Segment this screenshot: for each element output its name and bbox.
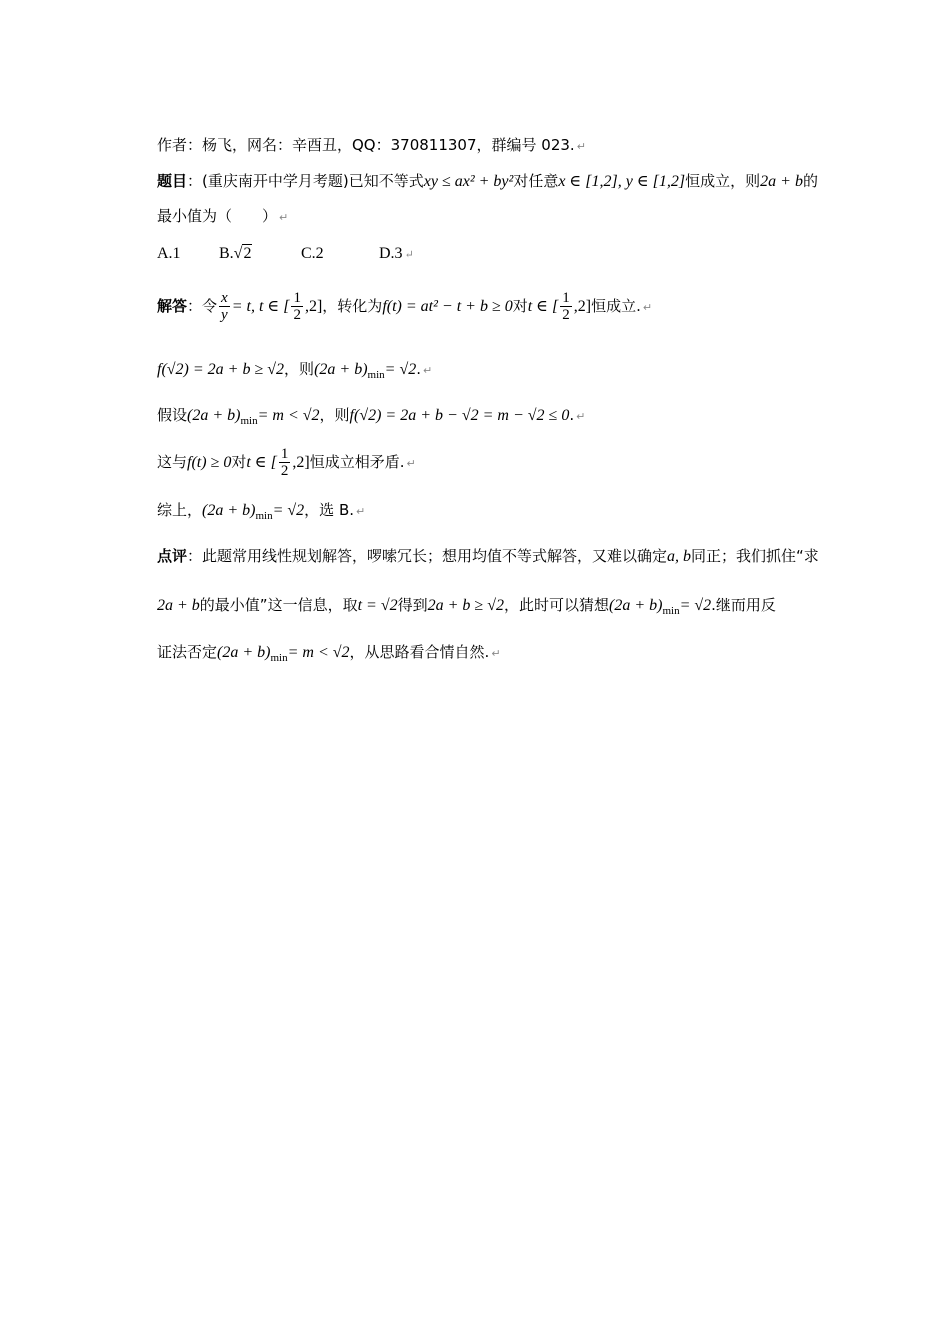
problem-line-2 [157,209,288,224]
option-b-prefix: B. [219,245,234,262]
fraction-denominator: 2 [293,307,301,323]
fraction-denominator: 2 [280,463,289,479]
math-expr: (2a + b) [609,597,663,614]
math-expr: (2a + b) [314,361,368,378]
problem-inequality: xy ≤ ax² + by² [423,173,514,190]
math-expr: a, b [667,548,692,565]
subscript: min [255,510,273,522]
solution-line-1 [157,290,652,323]
comment-text: ：此题常用线性规划解答，啰嗦冗长；想用均值不等式解答，又难以确定 [187,547,668,565]
option-d: D.3 [379,245,403,262]
math-expr: ,2] [292,454,310,471]
math-expr: = m < √2 [287,644,350,661]
return-mark-icon: ↵ [279,211,289,224]
return-mark-icon: ↵ [642,301,653,314]
comment-line-2 [157,598,776,617]
author-line [157,138,586,153]
problem-text: 恒成立，则 [685,172,761,190]
comment-line-1 [157,549,819,565]
subscript: min [240,415,258,427]
return-mark-icon: ↵ [406,457,416,470]
fraction-half [291,290,303,323]
option-b [219,246,301,262]
problem-target: 2a + b [760,173,803,190]
option-b-radicand: 2 [243,245,252,262]
return-mark-icon: ↵ [576,140,586,153]
math-expr: f(√2) = 2a + b − √2 = m − √2 ≤ 0 [349,407,570,424]
fraction-numerator: 1 [293,290,301,306]
solution-text: 综上， [157,501,203,519]
math-expr: t = √2 [357,597,398,614]
subscript: min [662,605,680,617]
fraction-numerator: x [221,290,228,306]
comment-text: 的最小值”这一信息，取 [199,596,358,614]
comment-label: 点评 [157,547,188,565]
solution-text: ：令 [187,297,218,315]
fraction-numerator: 1 [280,446,289,462]
math-expr: = m < √2 [257,407,320,424]
solution-text: ，则 [284,360,315,378]
comment-line-3 [157,645,501,664]
options-line [157,246,414,262]
solution-line-3 [157,408,585,427]
option-a: A.1 [157,245,181,262]
sqrt-icon: √2 [233,245,252,262]
math-expr: f(√2) = 2a + b ≥ √2 [157,361,285,378]
math-expr: t ∈ [ [246,454,277,471]
return-mark-icon: ↵ [356,505,366,518]
solution-text: ，转化为 [322,297,383,315]
solution-text: 假设 [157,406,188,424]
comment-text: 证法否定 [157,643,218,661]
math-expr: ,2] [304,298,323,315]
solution-text: 这与 [157,453,188,471]
math-expr: (2a + b) [187,407,241,424]
return-mark-icon: ↵ [576,410,586,423]
math-expr: (2a + b) [217,644,271,661]
comment-text: 得到 [397,596,428,614]
solution-text: . [416,360,421,378]
subscript: min [270,652,288,664]
comment-text: ，从思路看合情自然. [349,643,490,661]
math-expr: = t, t ∈ [ [231,298,290,315]
solution-text: 对 [231,453,247,471]
problem-line-1 [157,174,818,190]
solution-text: ，选 B. [304,501,354,519]
solution-line-4 [157,446,416,479]
fraction-denominator: 2 [562,307,570,323]
math-expr: (2a + b) [202,502,256,519]
math-expr: = √2 [384,361,417,378]
return-mark-icon: ↵ [404,249,414,261]
math-expr: f(t) = at² − t + b ≥ 0 [382,298,513,315]
problem-text: 的 [802,172,818,190]
problem-text: 对任意 [513,172,559,190]
option-c: C.2 [301,245,324,262]
comment-text: ，此时可以猜想 [503,596,609,614]
math-expr: = √2 [679,597,712,614]
solution-text: 恒成立相矛盾. [309,453,405,471]
problem-label: 题目 [157,172,188,190]
comment-text: .继而用反 [711,596,776,614]
solution-label: 解答 [157,297,188,315]
subscript: min [367,369,385,381]
fraction-numerator: 1 [562,290,570,306]
math-expr: f(t) ≥ 0 [187,454,232,471]
math-expr: t ∈ [ [527,298,559,315]
return-mark-icon: ↵ [423,364,433,377]
problem-source: ：(重庆南开中学月考题)已知不等式 [187,172,424,190]
problem-range: x ∈ [1,2], y ∈ [1,2] [558,173,686,190]
math-expr: ,2] [573,298,592,315]
solution-line-2 [157,362,432,381]
solution-line-5 [157,503,365,522]
author-text: 作者：杨飞，网名：辛酉丑，QQ：370811307，群编号 023. [157,136,575,154]
problem-question: 最小值为（ ） [157,207,278,225]
solution-text: ，则 [319,406,350,424]
solution-text: 对 [512,297,528,315]
fraction-denominator: y [221,307,228,323]
fraction-x-over-y [219,290,230,323]
solution-text: 恒成立. [591,297,641,315]
math-expr: = √2 [272,502,305,519]
return-mark-icon: ↵ [491,647,501,660]
math-expr: 2a + b ≥ √2 [427,597,504,614]
math-expr: 2a + b [157,597,200,614]
fraction-half [560,290,572,323]
solution-text: . [569,406,575,424]
fraction-half [279,446,291,479]
comment-text: 同正；我们抓住“求 [691,547,819,565]
